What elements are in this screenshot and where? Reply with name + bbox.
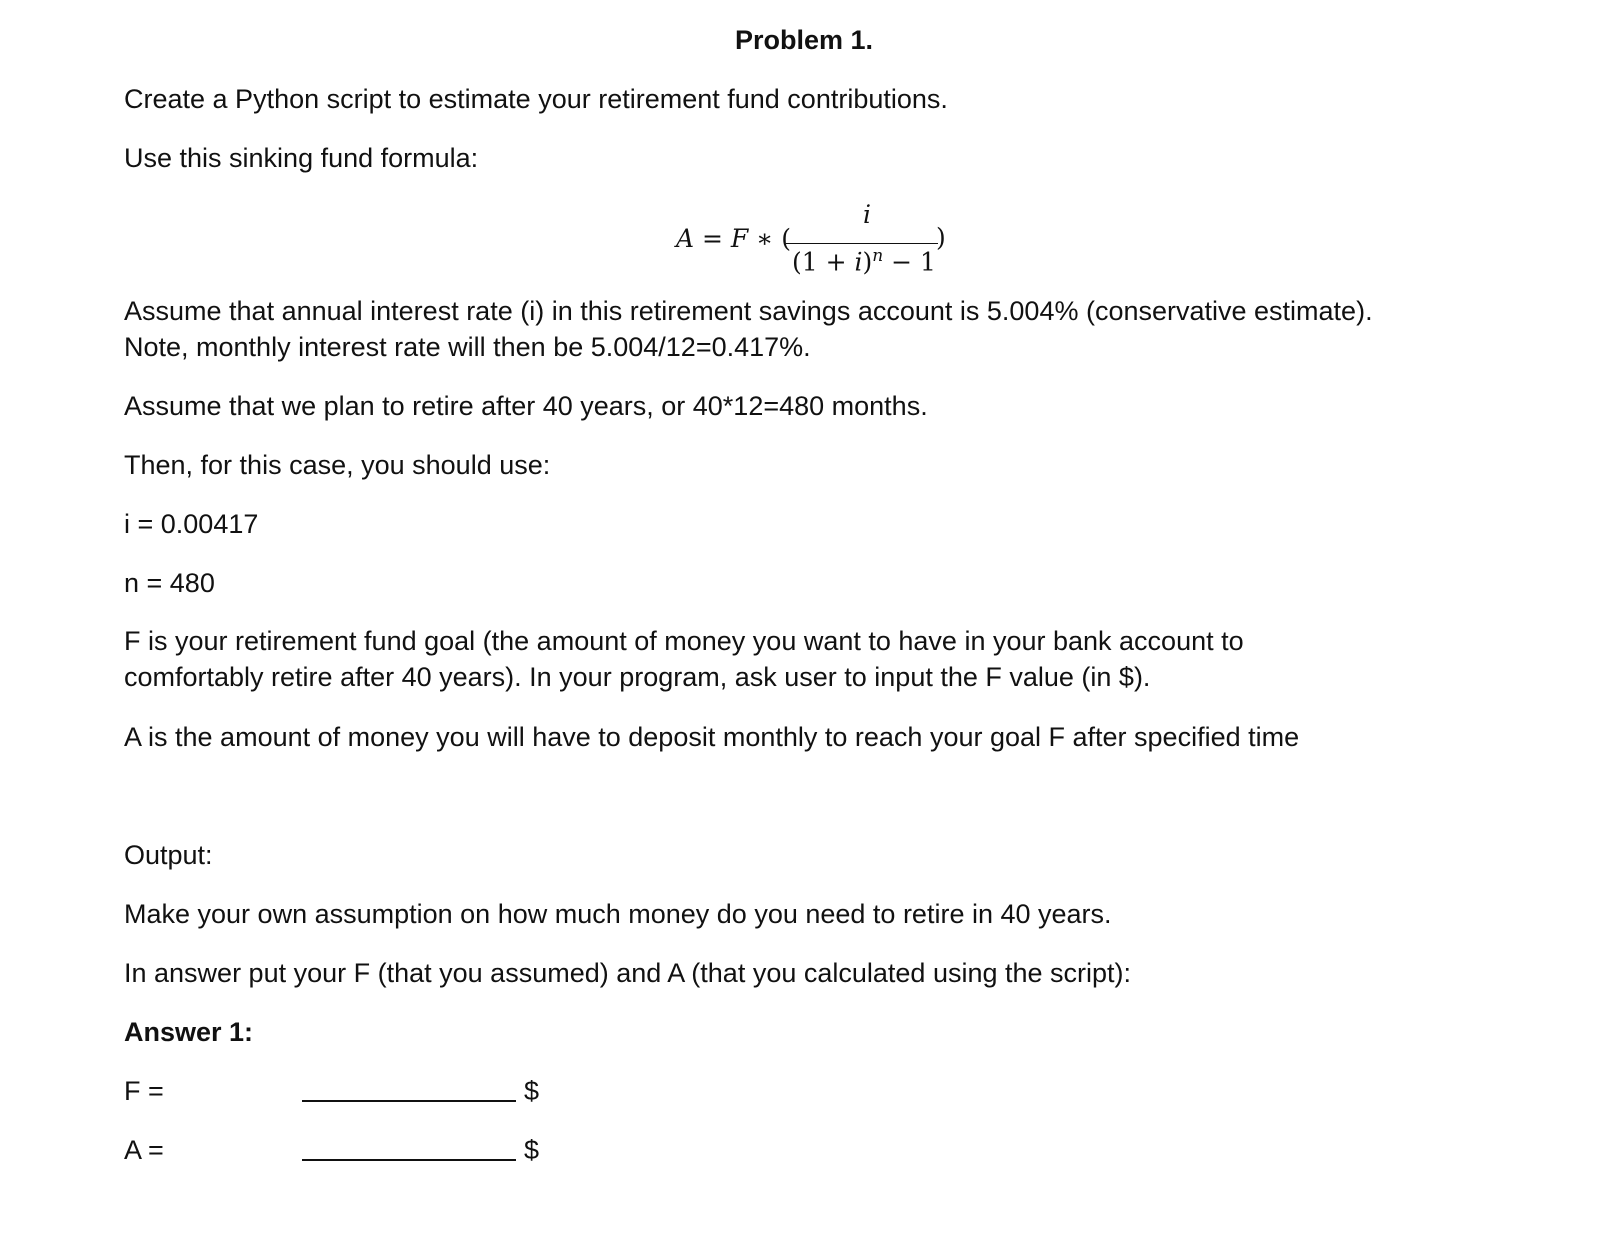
answer-f-row bbox=[124, 1072, 540, 1110]
answer-instructions: In answer put your F (that you assumed) and A (that you calculated using the script): bbox=[124, 958, 1132, 988]
a-label: A = bbox=[124, 1135, 164, 1165]
formula-lhs: A = F ∗ ( bbox=[676, 224, 791, 253]
a-description: A is the amount of money you will have to deposit monthly to reach your goal F after specified time bbox=[124, 722, 1300, 752]
f-currency: $ bbox=[524, 1076, 540, 1106]
f-answer-blank[interactable] bbox=[302, 1100, 516, 1102]
then-text: Then, for this case, you should use: bbox=[124, 450, 551, 480]
formula-denominator: $(1 + i)^n - 1$ bbox=[792, 246, 936, 277]
i-value: i = 0.00417 bbox=[124, 509, 259, 539]
f-label: F = bbox=[124, 1076, 164, 1106]
formula-label: Use this sinking fund formula: bbox=[124, 143, 479, 173]
interest-line-2: Note, monthly interest rate will then be 5.004/12=0.417%. bbox=[124, 332, 811, 362]
assumption-text: Make your own assumption on how much money do you need to retire in 40 years. bbox=[124, 899, 1112, 929]
fraction-bar bbox=[786, 243, 938, 244]
formula-numerator: i bbox=[863, 200, 871, 229]
problem-title: Problem 1. bbox=[734, 25, 874, 55]
interest-line-1: Assume that annual interest rate (i) in this retirement savings account is 5.004% (conservative estimate). bbox=[124, 296, 1373, 326]
f-description-line-2: comfortably retire after 40 years). In your program, ask user to input the F value (in $). bbox=[124, 662, 1151, 692]
formula-rparen: ) bbox=[936, 223, 946, 252]
n-value: n = 480 bbox=[124, 568, 215, 598]
a-answer-blank[interactable] bbox=[302, 1159, 516, 1161]
answer-heading: Answer 1: bbox=[124, 1017, 254, 1047]
answer-a-row bbox=[124, 1131, 540, 1169]
a-currency: $ bbox=[524, 1135, 540, 1165]
f-description-line-1: F is your retirement fund goal (the amount of money you want to have in your bank account to bbox=[124, 626, 1244, 656]
retire-text: Assume that we plan to retire after 40 years, or 40*12=480 months. bbox=[124, 391, 928, 421]
intro-text: Create a Python script to estimate your retirement fund contributions. bbox=[124, 84, 948, 114]
sinking-fund-formula bbox=[676, 200, 976, 280]
output-heading: Output: bbox=[124, 840, 213, 870]
